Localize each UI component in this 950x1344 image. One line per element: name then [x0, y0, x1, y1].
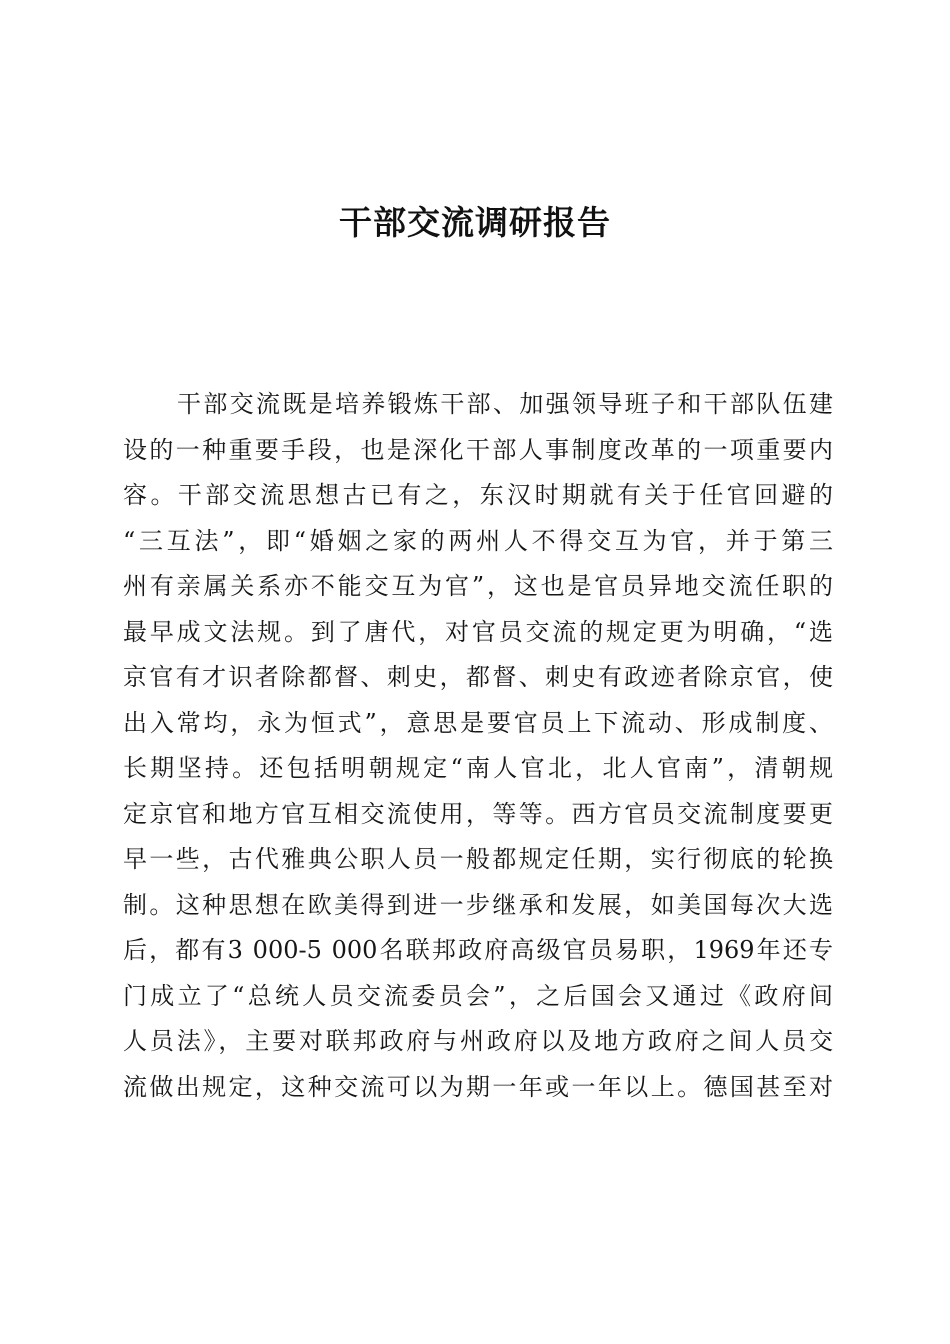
paragraph-line: 门成立了“总统人员交流委员会”，之后国会又通过《政府间	[123, 981, 833, 1010]
paragraph-line: 后，都有3 000-5 000名联邦政府高级官员易职，1969年还专	[123, 936, 833, 964]
paragraph-line: 出入常均，永为恒式”，意思是要官员上下流动、形成制度、	[123, 708, 833, 737]
paragraph-line: 最早成文法规。到了唐代，对官员交流的规定更为明确，“选	[123, 617, 833, 646]
paragraph-line: 人员法》，主要对联邦政府与州政府以及地方政府之间人员交	[123, 1027, 833, 1055]
paragraph-line: 长期坚持。还包括明朝规定“南人官北，北人官南”，清朝规	[123, 754, 833, 782]
paragraph-line: 制。这种思想在欧美得到进一步继承和发展，如美国每次大选	[123, 890, 833, 919]
paragraph-line: 州有亲属关系亦不能交互为官”，这也是官员异地交流任职的	[123, 572, 833, 600]
paragraph-line: “三互法”，即“婚姻之家的两州人不得交互为官，并于第三	[123, 526, 833, 555]
body-paragraph	[123, 382, 833, 1110]
paragraph-line: 早一些，古代雅典公职人员一般都规定任期，实行彻底的轮换	[123, 845, 833, 873]
paragraph-line: 定京官和地方官互相交流使用，等等。西方官员交流制度要更	[123, 799, 833, 828]
paragraph-line: 京官有才识者除都督、刺史，都督、刺史有政迹者除京官，使	[123, 663, 833, 691]
paragraph-line: 干部交流既是培养锻炼干部、加强领导班子和干部队伍建	[177, 390, 833, 418]
paragraph-line: 容。干部交流思想古已有之，东汉时期就有关于任官回避的	[123, 481, 833, 509]
document-title: 干部交流调研报告	[339, 203, 611, 242]
paragraph-line: 设的一种重要手段，也是深化干部人事制度改革的一项重要内	[123, 435, 833, 464]
paragraph-line: 流做出规定，这种交流可以为期一年或一年以上。德国甚至对	[123, 1072, 833, 1101]
